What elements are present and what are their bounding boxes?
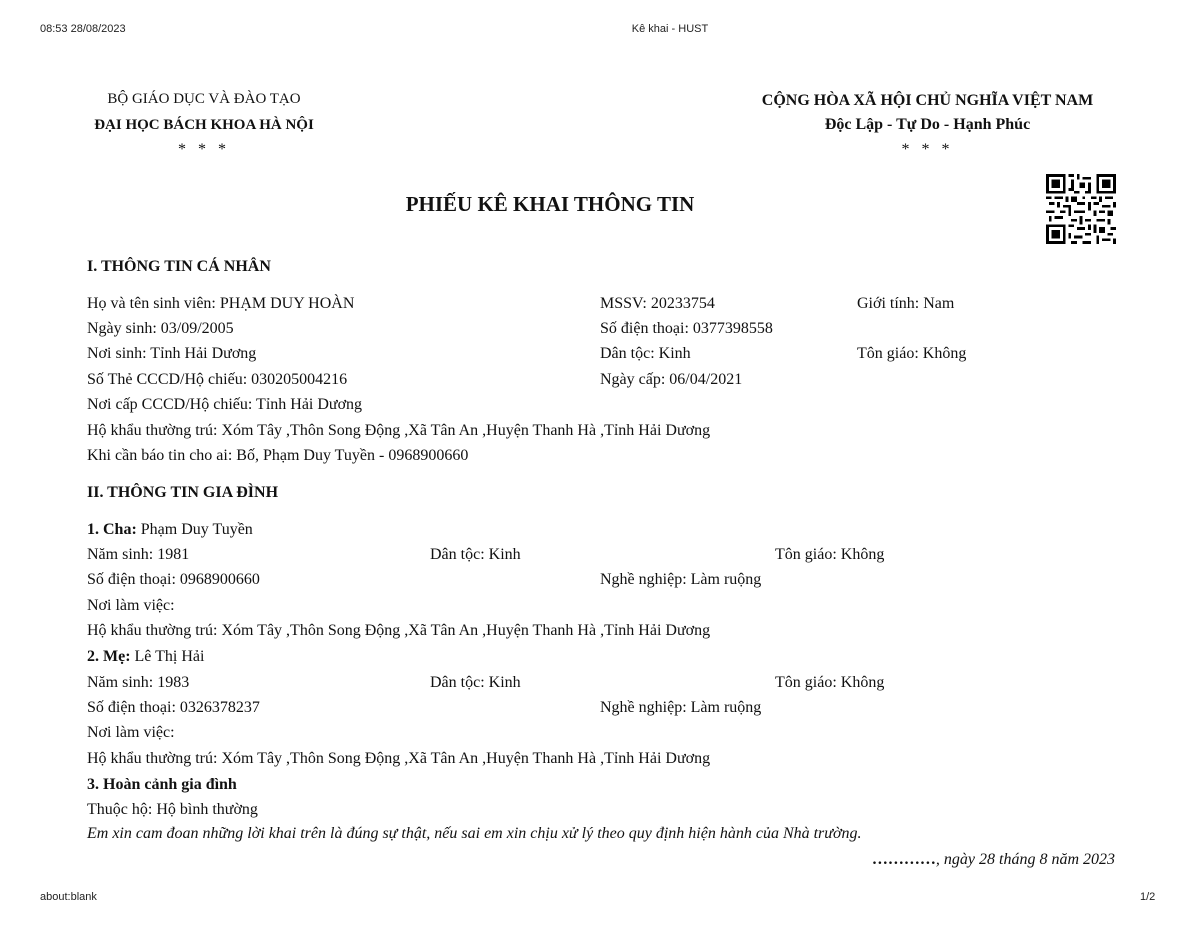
print-page-title: Kê khai - HUST [631, 23, 709, 35]
signing-date-text: , ngày 28 tháng 8 năm 2023 [935, 851, 1115, 868]
student-phone: Số điện thoại: 0377398558 [600, 320, 773, 337]
student-dob: Ngày sinh: 03/09/2005 [87, 320, 234, 337]
father-job: Nghề nghiệp: Làm ruộng [600, 571, 762, 588]
university-name: ĐẠI HỌC BÁCH KHOA HÀ NỘI [94, 117, 314, 133]
father-name: Phạm Duy Tuyền [136, 521, 253, 538]
print-datetime: 08:53 28/08/2023 [40, 23, 126, 35]
right-header-stars: * * * [901, 141, 954, 158]
mother-religion: Tôn giáo: Không [775, 674, 885, 691]
id-issue-date: Ngày cấp: 06/04/2021 [600, 371, 743, 388]
student-residence: Hộ khẩu thường trú: Xóm Tây ,Thôn Song Động ,Xã Tân An ,Huyện Thanh Hà ,Tỉnh Hải Dương [87, 422, 711, 439]
print-page-number: 1/2 [1140, 891, 1156, 903]
mother-workplace: Nơi làm việc: [87, 724, 175, 741]
father-birth-year: Năm sinh: 1981 [87, 546, 190, 563]
father-ethnicity: Dân tộc: Kinh [430, 546, 521, 563]
national-motto: Độc Lập - Tự Do - Hạnh Phúc [824, 116, 1031, 133]
father-label: 1. Cha: [87, 521, 137, 538]
left-header-stars: * * * [178, 141, 230, 158]
mother-phone: Số điện thoại: 0326378237 [87, 699, 260, 716]
student-gender: Giới tính: Nam [857, 295, 955, 312]
ministry-name: BỘ GIÁO DỤC VÀ ĐÀO TẠO [107, 91, 301, 107]
household-type: Thuộc hộ: Hộ bình thường [87, 801, 258, 818]
signing-place-dots: ………… [871, 851, 936, 868]
father-phone: Số điện thoại: 0968900660 [87, 571, 260, 588]
print-url: about:blank [40, 891, 97, 903]
section-personal-heading: I. THÔNG TIN CÁ NHÂN [87, 258, 271, 275]
mother-ethnicity: Dân tộc: Kinh [430, 674, 521, 691]
student-name: Họ và tên sinh viên: PHẠM DUY HOÀN [87, 295, 355, 312]
mother-birth-year: Năm sinh: 1983 [87, 674, 190, 691]
mother-job: Nghề nghiệp: Làm ruộng [600, 699, 762, 716]
signing-date [600, 850, 1115, 870]
student-id: MSSV: 20233754 [600, 295, 715, 312]
student-religion: Tôn giáo: Không [857, 345, 967, 362]
student-ethnicity: Dân tộc: Kinh [600, 345, 691, 362]
mother-residence: Hộ khẩu thường trú: Xóm Tây ,Thôn Song Động ,Xã Tân An ,Huyện Thanh Hà ,Tỉnh Hải Dương [87, 750, 711, 767]
emergency-contact: Khi cần báo tin cho ai: Bố, Phạm Duy Tuyền - 0968900660 [87, 447, 469, 464]
father-residence: Hộ khẩu thường trú: Xóm Tây ,Thôn Song Động ,Xã Tân An ,Huyện Thanh Hà ,Tỉnh Hải Dương [87, 622, 711, 639]
document-title: PHIẾU KÊ KHAI THÔNG TIN [405, 192, 695, 216]
student-id-card: Số Thẻ CCCD/Hộ chiếu: 030205004216 [87, 371, 348, 388]
mother-line [87, 647, 204, 667]
family-situation-label: 3. Hoàn cảnh gia đình [87, 776, 237, 793]
id-issue-place: Nơi cấp CCCD/Hộ chiếu: Tỉnh Hải Dương [87, 396, 363, 413]
father-line [87, 520, 253, 540]
student-birthplace: Nơi sinh: Tỉnh Hải Dương [87, 345, 257, 362]
mother-label: 2. Mẹ: [87, 648, 131, 665]
father-religion: Tôn giáo: Không [775, 546, 885, 563]
section-family-heading: II. THÔNG TIN GIA ĐÌNH [87, 484, 279, 501]
mother-name: Lê Thị Hải [130, 648, 205, 665]
qr-code-icon [1046, 174, 1116, 244]
country-name: CỘNG HÒA XÃ HỘI CHỦ NGHĨA VIỆT NAM [761, 92, 1094, 109]
pledge-statement: Em xin cam đoan những lời khai trên là đúng sự thật, nếu sai em xin chịu xử lý theo quy định hiện hành của Nhà trường. [87, 825, 862, 842]
father-workplace: Nơi làm việc: [87, 597, 175, 614]
